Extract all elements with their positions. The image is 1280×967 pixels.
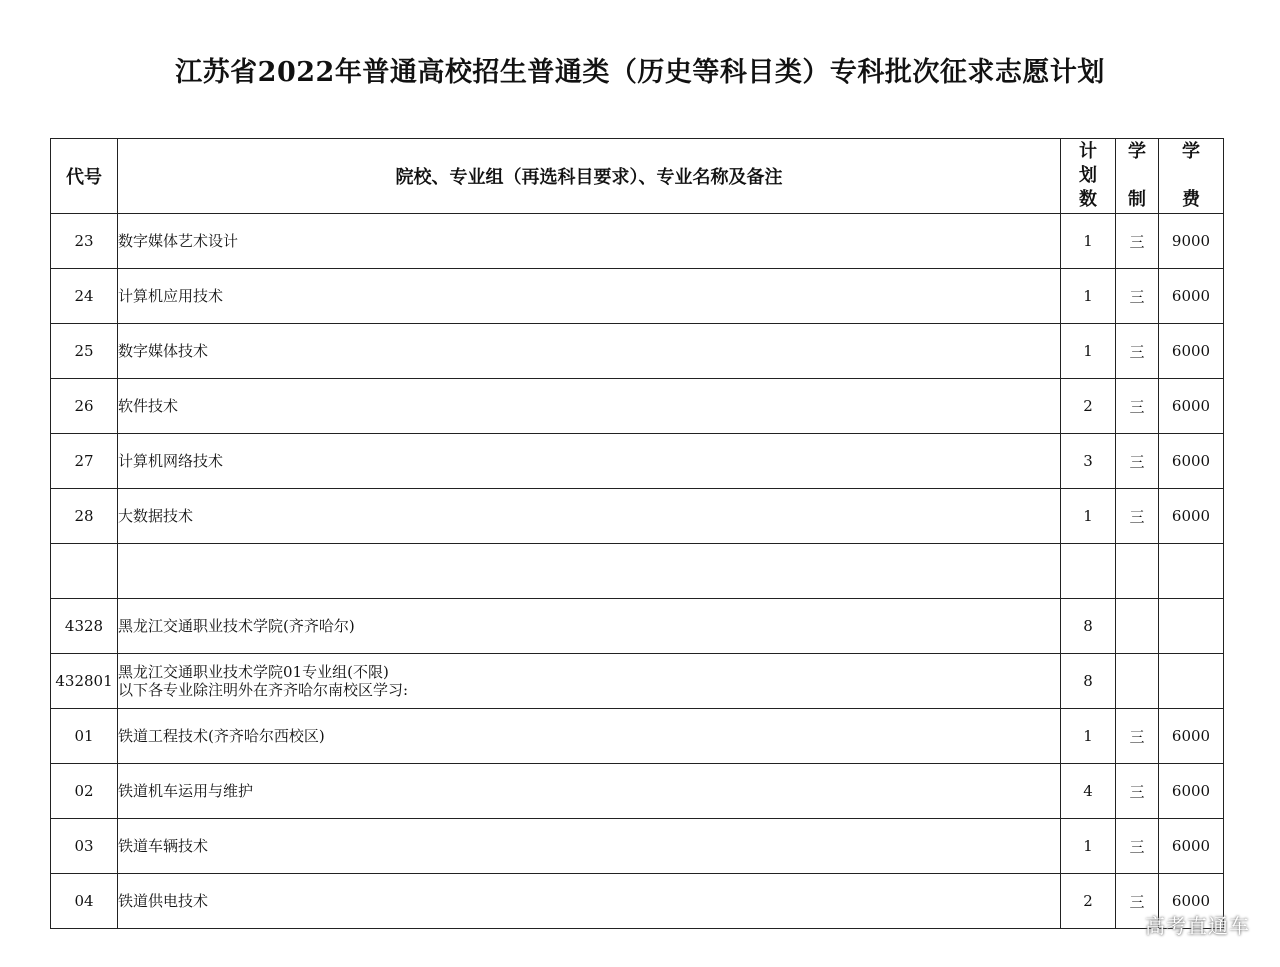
row-name [118,544,1061,599]
row-fee: 6000 [1159,324,1224,379]
row-plan-count: 3 [1061,434,1116,489]
row-name [118,709,1061,764]
row-code: 02 [51,764,118,819]
row-fee [1159,544,1224,599]
row-name-line: 软件技术 [118,397,179,415]
row-fee: 6000 [1159,709,1224,764]
header-years-char: 学 [1128,141,1146,162]
row-years: 三 [1116,434,1159,489]
row-name-line: 数字媒体技术 [118,342,209,360]
row-name [118,599,1061,654]
row-fee: 6000 [1159,379,1224,434]
row-fee: 9000 [1159,214,1224,269]
header-plan-count [1061,139,1116,214]
row-name-line: 黑龙江交通职业技术学院01专业组(不限) [118,663,389,681]
row-name-line: 黑龙江交通职业技术学院(齐齐哈尔) [118,617,355,635]
row-plan-count: 2 [1061,874,1116,929]
row-plan-count: 4 [1061,764,1116,819]
row-plan-count [1061,544,1116,599]
row-plan-count: 1 [1061,489,1116,544]
row-years: 三 [1116,269,1159,324]
plan-table-body [51,214,1224,929]
row-name-line: 铁道机车运用与维护 [118,782,254,800]
header-plan-count-char: 计 [1079,141,1097,162]
row-code: 26 [51,379,118,434]
row-name-line: 铁道供电技术 [118,892,209,910]
row-name-line: 计算机应用技术 [118,287,224,305]
row-name [118,214,1061,269]
table-row [51,379,1224,434]
row-name-line: 以下各专业除注明外在齐齐哈尔南校区学习: [118,681,409,699]
row-years [1116,599,1159,654]
row-years [1116,654,1159,709]
row-plan-count: 1 [1061,214,1116,269]
header-years [1116,139,1159,214]
row-code: 4328 [51,599,118,654]
row-name-line: 数字媒体艺术设计 [118,232,239,250]
row-name [118,324,1061,379]
header-fee-char: 费 [1182,189,1200,210]
row-fee [1159,599,1224,654]
row-fee: 6000 [1159,489,1224,544]
row-name-line: 铁道车辆技术 [118,837,209,855]
row-code [51,544,118,599]
row-plan-count: 8 [1061,654,1116,709]
row-years: 三 [1116,819,1159,874]
row-years: 三 [1116,324,1159,379]
row-name [118,434,1061,489]
row-fee: 6000 [1159,874,1224,929]
row-code: 24 [51,269,118,324]
header-fee-char: 学 [1182,141,1200,162]
plan-table [50,138,1224,929]
row-fee [1159,654,1224,709]
row-name-line: 铁道工程技术(齐齐哈尔西校区) [118,727,325,745]
row-name [118,654,1061,709]
row-name-line: 计算机网络技术 [118,452,224,470]
row-code: 04 [51,874,118,929]
table-row [51,214,1224,269]
row-years [1116,544,1159,599]
table-row [51,764,1224,819]
table-row [51,324,1224,379]
row-plan-count: 8 [1061,599,1116,654]
row-name [118,269,1061,324]
row-fee: 6000 [1159,819,1224,874]
watermark: 高考直通车 [1145,914,1250,938]
row-code: 28 [51,489,118,544]
row-code: 01 [51,709,118,764]
row-plan-count: 1 [1061,709,1116,764]
row-years: 三 [1116,214,1159,269]
table-row [51,874,1224,929]
table-row [51,544,1224,599]
row-name [118,874,1061,929]
table-row [51,269,1224,324]
row-years: 三 [1116,709,1159,764]
row-name [118,764,1061,819]
row-code: 25 [51,324,118,379]
header-fee [1159,139,1224,214]
header-years-char: 制 [1128,189,1146,210]
row-plan-count: 1 [1061,819,1116,874]
row-plan-count: 1 [1061,269,1116,324]
row-years: 三 [1116,764,1159,819]
row-fee: 6000 [1159,434,1224,489]
page-title: 江苏省2022年普通高校招生普通类（历史等科目类）专科批次征求志愿计划 [175,57,1105,88]
row-fee: 6000 [1159,269,1224,324]
row-code: 23 [51,214,118,269]
table-row [51,599,1224,654]
row-code: 03 [51,819,118,874]
row-years: 三 [1116,379,1159,434]
header-plan-count-char: 数 [1079,189,1097,210]
table-row [51,709,1224,764]
header-plan-count-char: 划 [1079,165,1097,186]
header-row [51,139,1224,214]
table-row [51,654,1224,709]
table-row [51,489,1224,544]
row-plan-count: 2 [1061,379,1116,434]
row-years: 三 [1116,489,1159,544]
row-name [118,819,1061,874]
row-years: 三 [1116,874,1159,929]
table-row [51,819,1224,874]
header-name: 院校、专业组（再选科目要求）、专业名称及备注 [118,139,1061,214]
row-fee: 6000 [1159,764,1224,819]
row-name-line: 大数据技术 [118,507,194,525]
row-code: 27 [51,434,118,489]
row-name [118,379,1061,434]
row-name [118,489,1061,544]
table-row [51,434,1224,489]
row-plan-count: 1 [1061,324,1116,379]
row-code: 432801 [51,654,118,709]
header-code: 代号 [51,139,118,214]
